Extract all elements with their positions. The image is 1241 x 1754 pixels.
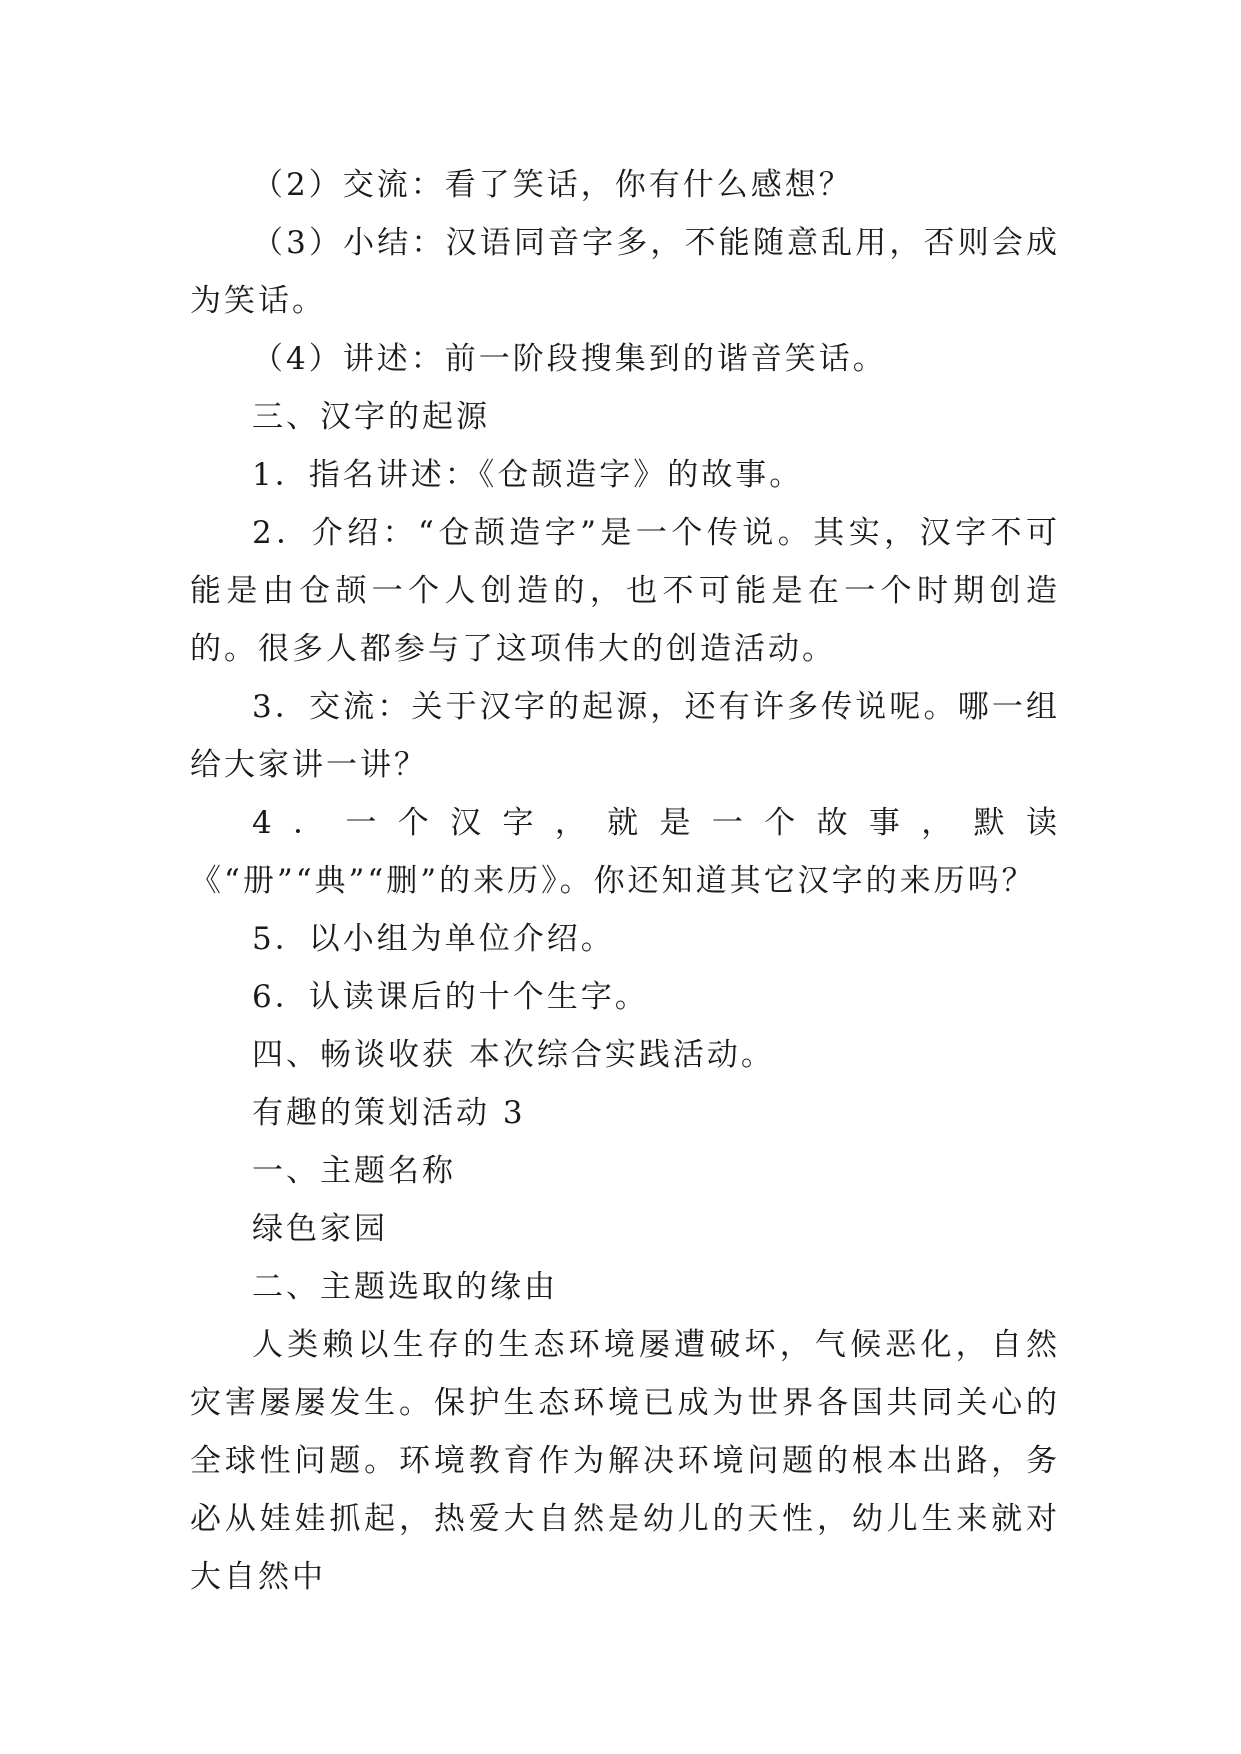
- list-item-5: 5．以小组为单位介绍。: [252, 921, 615, 957]
- paragraph-exchange-feelings: （2）交流：看了笑话，你有什么感想？: [252, 167, 853, 203]
- list-item-4: 4．一个汉字，就是一个故事，默读《“册”“典”“删”的来历》。你还知道其它汉字的来历吗？: [190, 805, 1060, 899]
- section-heading-theme-reason: 二、主题选取的缘由: [252, 1269, 558, 1305]
- paragraph-narrate-jokes: （4）讲述：前一阶段搜集到的谐音笑话。: [252, 341, 887, 377]
- section-heading-harvest: 四、畅谈收获 本次综合实践活动。: [252, 1037, 775, 1073]
- paragraph-theme-reason: 人类赖以生存的生态环境屡遭破坏，气候恶化，自然灾害屡屡发生。保护生态环境已成为世界各国共同关心的全球性问题。环境教育作为解决环境问题的根本出路，务必从娃娃抓起，热爱大自然是幼儿的天性，幼儿生来就对大自然中: [190, 1327, 1060, 1595]
- theme-name: 绿色家园: [252, 1211, 388, 1247]
- list-item-3: 3．交流：关于汉字的起源，还有许多传说呢。哪一组给大家讲一讲？: [190, 689, 1060, 783]
- section-heading-theme-name: 一、主题名称: [252, 1153, 456, 1189]
- section-heading-origin: 三、汉字的起源: [252, 399, 490, 435]
- article-title: 有趣的策划活动 3: [252, 1095, 526, 1131]
- document-body: [190, 156, 1060, 1606]
- list-item-2: 2．介绍：“仓颉造字”是一个传说。其实，汉字不可能是由仓颉一个人创造的，也不可能是在一个时期创造的。很多人都参与了这项伟大的创造活动。: [190, 515, 1060, 667]
- list-item-6: 6．认读课后的十个生字。: [252, 979, 649, 1015]
- list-item-1: 1．指名讲述：《仓颉造字》的故事。: [252, 457, 804, 493]
- paragraph-summary: （3）小结：汉语同音字多，不能随意乱用，否则会成为笑话。: [190, 225, 1060, 319]
